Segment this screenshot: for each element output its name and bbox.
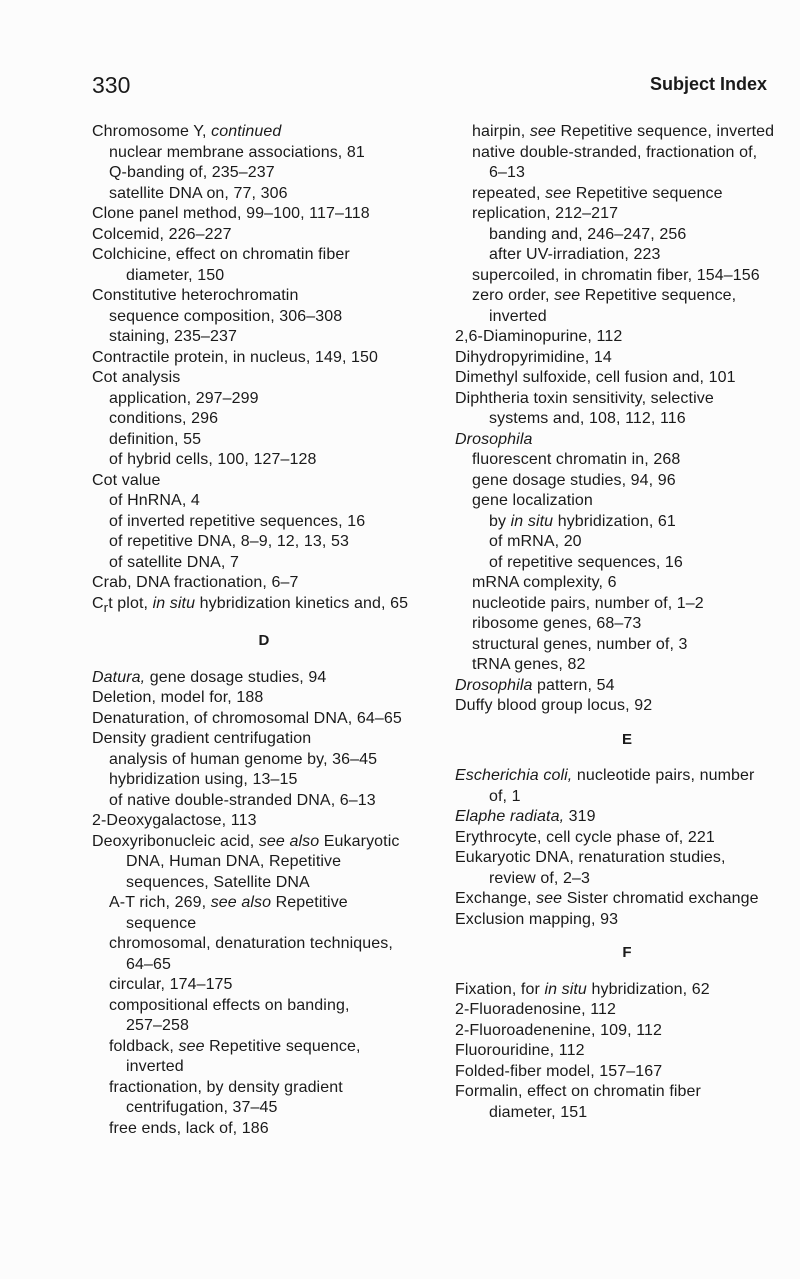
entry-text: analysis of human genome by, 36–45 [109,750,378,768]
index-subentry [92,409,436,430]
index-subentry [455,491,799,512]
entry-text: diameter, 151 [489,1103,588,1121]
index-entry [92,811,436,832]
entry-text: Clone panel method, 99–100, 117–118 [92,205,370,222]
entry-text: Exchange, [455,890,537,907]
index-subentry [92,934,436,955]
entry-text: hybridization using, 13–15 [109,771,298,789]
entry-text: C [92,594,104,612]
entry-text: 2-Deoxygalactose, 113 [92,812,257,830]
entry-text: of inverted repetitive sequences, 16 [109,512,366,530]
index-subentry [92,307,436,328]
entry-text: 2-Fluoradenosine, 112 [455,1001,617,1018]
entry-text: Constitutive heterochromatin [92,287,299,304]
index-subentry [92,1016,436,1037]
index-entry [92,729,436,750]
entry-text: Q-banding of, 235–237 [109,164,275,181]
index-subentry [455,614,799,635]
index-entry [455,1082,799,1103]
entry-text: Repetitive sequence, [204,1037,361,1055]
index-entry [455,980,799,1001]
index-entry [455,368,799,389]
index-subentry [455,869,799,890]
entry-text: 6–13 [489,164,525,181]
index-subentry [92,1119,436,1140]
entry-text: A-T rich, 269, [109,894,211,912]
index-entry [455,889,799,910]
entry-text: Duffy blood group locus, 92 [455,697,653,714]
index-subentry [92,1078,436,1099]
index-subentry [92,770,436,791]
index-entry [455,766,799,787]
entry-text: Fixation, for [455,980,545,998]
entry-text: centrifugation, 37–45 [126,1099,278,1117]
left-column [92,122,436,1139]
entry-text: of hybrid cells, 100, 127–128 [109,451,317,468]
entry-text: fluorescent chromatin in, 268 [472,451,681,468]
index-subentry [455,512,799,533]
entry-text: hybridization, 61 [553,512,676,530]
index-entry [455,696,799,717]
index-entry [455,676,799,697]
entry-text: Erythrocyte, cell cycle phase of, 221 [455,828,715,846]
index-subentry [455,532,799,553]
index-subentry [92,975,436,996]
index-subentry [92,873,436,894]
entry-text: Contractile protein, in nucleus, 149, 150 [92,348,379,366]
entry-text: ribosome genes, 68–73 [472,615,642,632]
entry-text: replication, 212–217 [472,205,619,222]
index-subentry [92,791,436,812]
entry-text: Repetitive sequence, inverted [555,123,775,140]
section-letter: E [621,730,633,748]
italic-text: Escherichia coli, [455,767,573,784]
entry-text: Denaturation, of chromosomal DNA, 64–65 [92,709,402,727]
entry-text: review of, 2–3 [489,869,591,887]
entry-text: inverted [489,307,547,325]
entry-text: Colcemid, 226–227 [92,225,232,243]
index-subentry [92,852,436,873]
index-subentry [455,1103,799,1124]
index-subentry [92,914,436,935]
index-subentry [92,996,436,1017]
page-number: 330 [92,72,131,98]
entry-text: 319 [564,808,596,825]
entry-text: hairpin, [472,123,530,140]
entry-text: foldback, [109,1037,179,1055]
entry-text: conditions, 296 [109,410,219,427]
italic-text: Drosophila [455,430,533,448]
entry-text: staining, 235–237 [109,328,238,345]
index-subentry [92,163,436,184]
index-entry [92,245,436,266]
entry-text: Dimethyl sulfoxide, cell fusion and, 101 [455,369,736,386]
section-letter: F [622,944,632,961]
entry-text: Colchicine, effect on chromatin fiber [92,246,350,263]
index-subentry [455,787,799,808]
italic-text: see also [210,894,272,912]
entry-text: Eukaryotic [319,832,400,850]
index-subentry [92,1098,436,1119]
index-entry [92,368,436,389]
index-subentry [455,245,799,266]
index-entry [455,1000,799,1021]
entry-text: definition, 55 [109,430,202,448]
entry-text: pattern, 54 [532,676,615,694]
italic-text: continued [211,123,282,140]
index-entry [455,389,799,410]
index-entry [92,594,436,619]
entry-text: 64–65 [126,955,171,973]
entry-text: of, 1 [489,787,521,805]
entry-text: hybridization, 62 [586,980,710,998]
index-subentry [455,594,799,615]
italic-text: see [554,287,581,304]
entry-text: repeated, [472,184,546,202]
entry-text: of repetitive DNA, 8–9, 12, 13, 53 [109,533,349,550]
index-entry [455,848,799,869]
index-subentry [455,286,799,307]
entry-text: Repetitive sequence [571,184,723,202]
entry-text: native double-stranded, fractionation of, [472,143,758,161]
index-entry [92,709,436,730]
index-subentry [455,143,799,164]
index-entry [455,1021,799,1042]
entry-text: zero order, [472,287,555,304]
entry-text: sequence composition, 306–308 [109,307,343,325]
entry-text: nucleotide pairs, number of, 1–2 [472,594,704,612]
entry-text: of HnRNA, 4 [109,492,200,509]
index-entry [92,471,436,492]
index-subentry [455,655,799,676]
entry-text: gene dosage studies, 94, 96 [472,471,676,489]
italic-text: see [545,184,572,202]
entry-text: by [489,512,511,530]
italic-text: Datura, [92,668,146,686]
entry-text: application, 297–299 [109,389,259,407]
index-subentry [92,553,436,574]
entry-text: gene localization [472,492,593,509]
index-entry [455,910,799,931]
index-subentry [455,163,799,184]
index-subentry [92,430,436,451]
entry-text: diameter, 150 [126,266,225,284]
italic-text: in situ [510,512,554,530]
entry-text: Deletion, model for, 188 [92,689,264,707]
index-subentry [92,1037,436,1058]
index-subentry [92,450,436,471]
entry-text: of repetitive sequences, 16 [489,553,683,571]
entry-text: gene dosage studies, 94 [145,668,327,686]
index-entry [92,668,436,689]
subscript-text: r [103,599,109,615]
entry-text: chromosomal, denaturation techniques, [109,935,393,953]
index-subentry [455,471,799,492]
entry-text: 257–258 [126,1017,189,1035]
entry-text: Sister chromatid exchange [562,890,759,907]
index-entry [92,573,436,594]
entry-text: 2-Fluoroadenenine, 109, 112 [455,1021,663,1039]
italic-text: see [178,1037,205,1055]
index-entry [92,225,436,246]
index-subentry [92,266,436,287]
entry-text: of mRNA, 20 [489,533,582,550]
italic-text: in situ [544,980,587,998]
entry-text: Exclusion mapping, 93 [455,910,619,928]
entry-text: Diphtheria toxin sensitivity, selective [455,389,714,407]
index-entry [455,807,799,828]
page-header [92,72,767,102]
index-subentry [92,750,436,771]
index-entry [455,430,799,451]
entry-text: banding and, 246–247, 256 [489,225,687,243]
entry-text: Crab, DNA fractionation, 6–7 [92,574,299,591]
index-entry [92,348,436,369]
running-head: Subject Index [649,74,767,94]
index-entry [92,286,436,307]
entry-text: circular, 174–175 [109,976,233,994]
entry-text: inverted [126,1058,184,1076]
entry-text: compositional effects on banding, [109,996,350,1014]
index-subentry [455,573,799,594]
entry-text: Folded-fiber model, 157–167 [455,1062,663,1080]
entry-text: Density gradient centrifugation [92,730,312,748]
entry-text: Chromosome Y, [92,123,212,140]
index-entry [92,204,436,225]
entry-text: Dihydropyrimidine, 14 [455,348,612,366]
entry-text: Cot analysis [92,369,181,386]
entry-text: DNA, Human DNA, Repetitive [126,853,342,871]
index-subentry [92,143,436,164]
entry-text: fractionation, by density gradient [109,1078,343,1096]
index-subentry [455,266,799,287]
entry-text: t plot, [108,594,153,612]
entry-text: satellite DNA on, 77, 306 [109,184,288,202]
index-subentry [455,184,799,205]
entry-text: after UV-irradiation, 223 [489,246,661,263]
index-subentry [92,893,436,914]
entry-text: 2,6-Diaminopurine, 112 [455,328,623,345]
section-letter: D [258,632,270,650]
entry-text: free ends, lack of, 186 [109,1119,269,1137]
entry-text: sequence [126,914,197,932]
index-subentry [455,122,799,143]
index-subentry [455,553,799,574]
index-entry [455,828,799,849]
entry-text: mRNA complexity, 6 [472,574,617,591]
index-subentry [92,389,436,410]
index-subentry [455,225,799,246]
italic-text: see [529,123,556,140]
entry-text: structural genes, number of, 3 [472,635,688,653]
italic-text: Drosophila [455,676,533,694]
entry-text: Fluorouridine, 112 [455,1042,585,1059]
index-subentry [92,955,436,976]
entry-text: sequences, Satellite DNA [126,873,310,891]
index-entry [92,688,436,709]
entry-text: Repetitive sequence, [580,287,737,304]
index-subentry [455,635,799,656]
index-entry [455,1041,799,1062]
index-entry [455,327,799,348]
entry-text: of native double-stranded DNA, 6–13 [109,791,376,809]
index-subentry [92,327,436,348]
entry-text: Formalin, effect on chromatin fiber [455,1083,701,1100]
entry-text: nuclear membrane associations, 81 [109,143,365,161]
entry-text: nucleotide pairs, number [572,767,755,784]
entry-text: Repetitive [271,894,348,912]
index-subentry [455,307,799,328]
entry-text: hybridization kinetics and, 65 [195,594,409,612]
index-subentry [92,491,436,512]
index-entry [455,1062,799,1083]
index-subentry [455,409,799,430]
entry-text: systems and, 108, 112, 116 [489,410,686,427]
index-subentry [92,532,436,553]
entry-text: Cot value [92,471,161,489]
index-entry [455,348,799,369]
italic-text: Elaphe radiata, [455,808,565,825]
index-subentry [92,512,436,533]
entry-text: of satellite DNA, 7 [109,553,239,571]
italic-text: in situ [152,594,196,612]
entry-text: Eukaryotic DNA, renaturation studies, [455,849,726,866]
right-column [455,122,799,1123]
entry-text: tRNA genes, 82 [472,656,586,673]
index-subentry [455,204,799,225]
index-subentry [92,184,436,205]
index-subentry [92,1057,436,1078]
entry-text: supercoiled, in chromatin fiber, 154–156 [472,266,760,284]
index-entry [92,832,436,853]
index-entry [92,122,436,143]
index-subentry [455,450,799,471]
italic-text: see [536,890,563,907]
italic-text: see also [258,832,320,850]
entry-text: Deoxyribonucleic acid, [92,832,259,850]
